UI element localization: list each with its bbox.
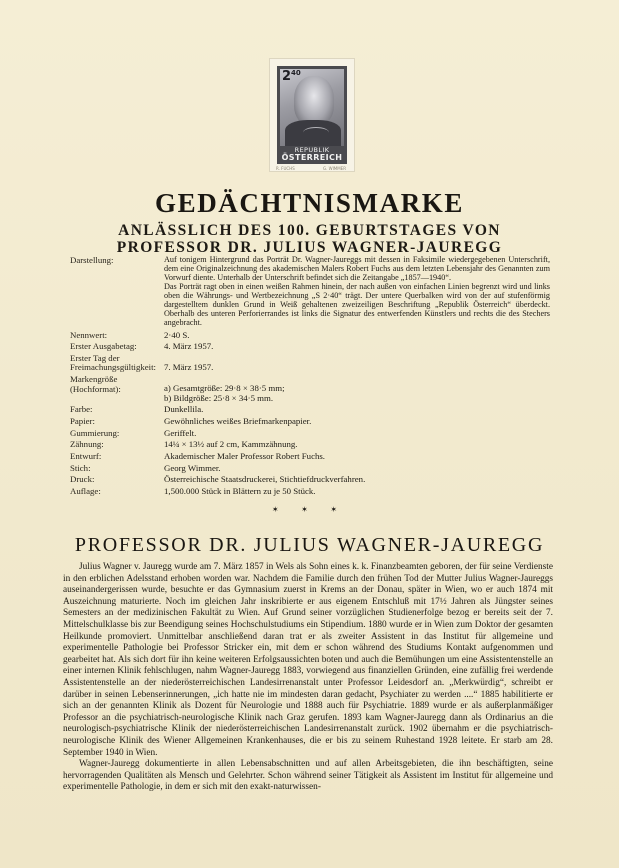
page-title: GEDÄCHTNISMARKE (154, 188, 465, 218)
fact-stich: Stich: Georg Wimmer. (70, 462, 221, 473)
fact-gueltigkeit: Erster Tag der Freimachungsgültigkeit: 7. März 1957. (70, 352, 214, 373)
fact-entwurf: Entwurf: Akademischer Maler Professor Robert Fuchs. (70, 451, 325, 462)
stamp-image (270, 59, 354, 171)
stamp-credits: R. FUCHS G. WIMMER (276, 166, 346, 171)
fact-markengroesse: Markengröße (Hochformat): a) Gesamtgröße: 29·8 × 38·5 mm; b) Bildgröße: 25·8 × 34·5 mm. (70, 374, 285, 403)
fact-zaehnung: Zähnung: 14¼ × 13½ auf 2 cm, Kammzähnung. (70, 439, 298, 450)
subtitle-line-2: PROFESSOR DR. JULIUS WAGNER-JAUREGG (116, 239, 503, 256)
fact-darstellung: Darstellung: Auf tonigem Hintergrund das Porträt Dr. Wagner-Jaureggs mit dessen in Faksimile wiedergegebenen Unterschrift, dem eine Originalzeichnung des akademischen Malers Robert Fuchs aus dem letzten Lebensjahr des Genannten zum Vorwurf diente. Unterhalb der Unterschrift befindet sich die Zeitangabe „1857—1940“. Das Porträt ragt oben in einen weißen Rahmen hinein, der nach außen von einfachen Linien begrenzt wird und links oben die Währungs- und Wertbezeichnung „S 2·40“ trägt. Der untere Querbalken wird von der auf stufenförmig dargestelltem dunklen Grund in Weiß gehaltenen zweizeiligen Beschriftung „Republik Österreich“ überdeckt. Oberhalb des unteren Perforierrandes ist links die Signatur des entwerfenden Künstlers und rechts die des Stechers angebracht. (70, 255, 550, 327)
portrait-signature (303, 127, 329, 138)
biography-paragraph-1: Julius Wagner v. Jauregg wurde am 7. März 1857 in Wels als Sohn eines k. k. Finanzbeamten geboren, der für seine Verdienste in den erblichen Adelsstand erhoben worden war. Nachdem die Familie durch den frühen Tod der Mutter Julius Wagner-Jaureggs auseinandergerissen wurde, besuchte er das Gymnasium zuerst in Krems an der Donau, später in Wien, wo er auch 1874 mit Auszeichnung maturierte. Noch im gleichen Jahr inskribierte er aus eigenem Entschluß mit 17½ Jahren als Jüngster seines Semesters an der medizinischen Fakultät zu Wien. Auf Grund seiner vorzüglichen Studienerfolge bezog er bereits seit der 7. Mittelschulklasse bis zur Beendigung seines Hochschulstudiums ein Stipendium. 1880 wurde er in Wien zum Doktor der gesamten Heilkunde promoviert. Unmittelbar anschließend daran trat er als zweiter Assistent in das Institut für allgemeine und experimentelle Pathologie bei Professor Stricker ein, mit dem er schon während des Studiums Kontakt aufgenommen und gearbeitet hat. Als sich dort für ihn keine weiteren Erfolgsaussichten boten und auch die Bemühungen um eine Assistentenstelle an einer internen Klinik fehlschlugen, nahm Wagner-Jauregg 1883, vorwiegend aus finanziellen Gründen, eine zufällig frei werdende Assistentenstelle an der niederösterreichischen Landesirrenanstalt unter Professor Leidesdorf an. „Merkwürdig“, schreibt er darüber in seinen Lebenserinnerungen, „ich hatte nie im mindesten daran gedacht, Psychiater zu werden ....“ 1885 habilitierte er sich an der genannten Klinik als Dozent für Neurologie und 1888 auch für Psychiatrie. 1889 wurde er als außerplanmäßiger Professor an die psychiatrisch-neurologische Klinik nach Graz gerufen. 1893 kam Wagner-Jauregg dann als Ordinarius an die neurologisch-psychiatrische Klinik der niederösterreichischen Landesirrenanstalt zurück. 1902 übernahm er die psychiatrisch-neurologische Klinik des Wiener Allgemeinen Krankenhauses, die er bis zu seinem Ruhestand 1928 leitete. Er starb am 28. September 1940 in Wien. (63, 562, 553, 758)
stamp-portrait (277, 66, 347, 164)
fact-ausgabetag: Erster Ausgabetag: 4. März 1957. (70, 341, 214, 352)
fact-gummierung: Gummierung: Geriffelt. (70, 427, 197, 438)
fact-auflage: Auflage: 1,500.000 Stück in Blättern zu je 50 Stück. (70, 486, 316, 497)
stamp-facts (70, 256, 550, 499)
fact-farbe: Farbe: Dunkellila. (70, 404, 204, 415)
section-divider: ✶ ✶ ✶ (271, 505, 348, 514)
stamp-country-band: REPUBLIK ÖSTERREICH (281, 146, 343, 162)
biography-title: PROFESSOR DR. JULIUS WAGNER-JAUREGG (74, 534, 545, 556)
biography-paragraph-2: Wagner-Jauregg dokumentierte in allen Lebensabschnitten und auf allen Arbeitsgebieten, die ihn beschäftigten, seine hervorragenden Qualitäten als Mensch und Gelehrter. Schon während seiner Tätigkeit als Assistent im Institut für allgemeine und experimentelle Pathologie, in dem er sich mit den exakt-naturwissen- (63, 759, 553, 793)
subtitle-line-1: ANLÄSSLICH DES 100. GEBURTSTAGES VON (118, 222, 501, 239)
portrait-face (294, 76, 334, 126)
fact-papier: Papier: Gewöhnliches weißes Briefmarkenpapier. (70, 416, 312, 426)
fact-druck: Druck: Österreichische Staatsdruckerei, Stichtiefdruckverfahren. (70, 474, 366, 485)
fact-nennwert: Nennwert: 2·40 S. (70, 329, 190, 340)
stamp-value: $2^{40}$ (282, 69, 301, 84)
biography-text (63, 562, 553, 794)
